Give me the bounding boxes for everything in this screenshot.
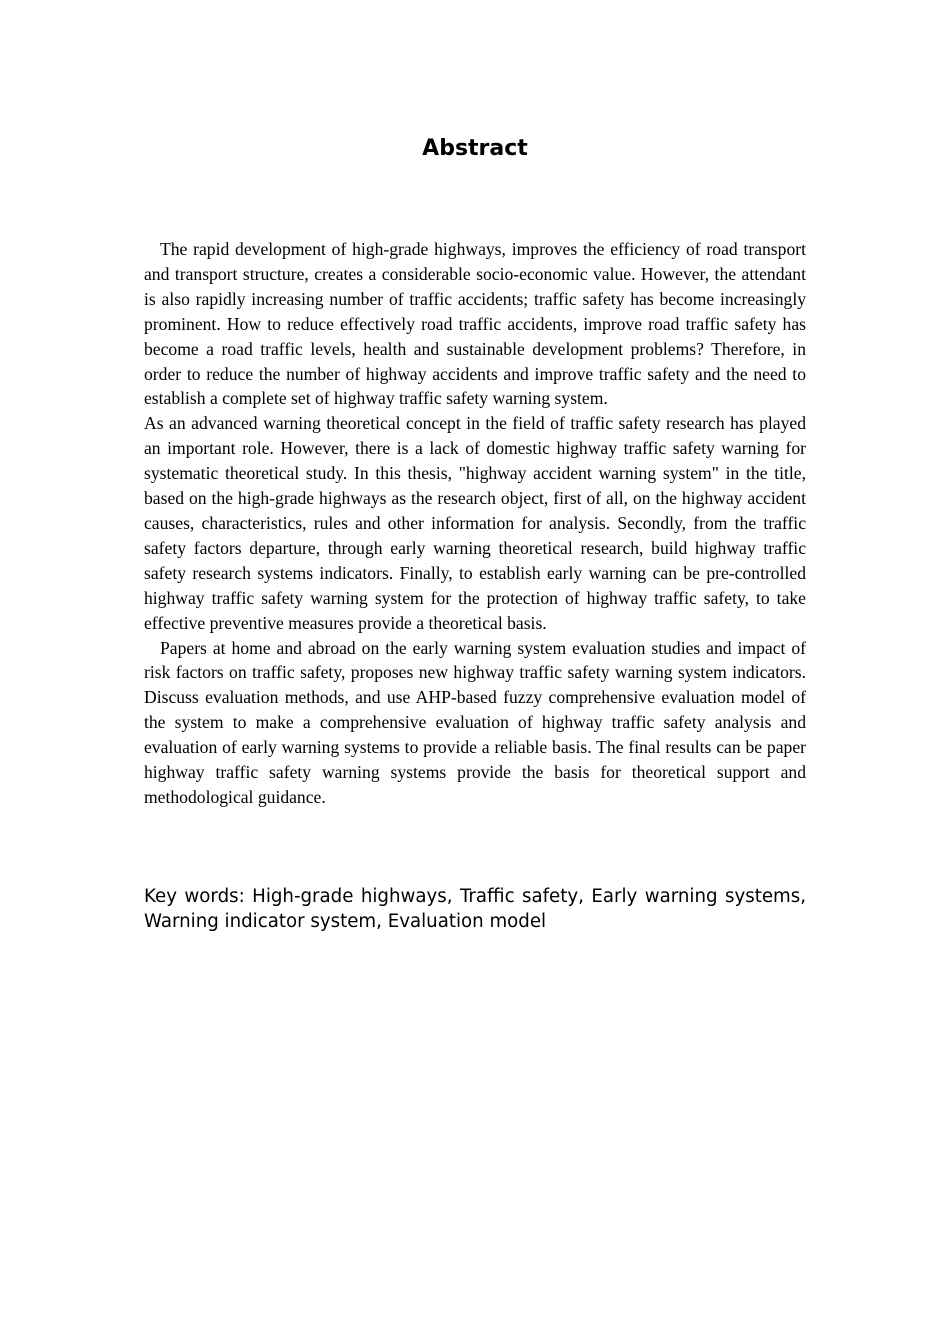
abstract-paragraph-1: The rapid development of high-grade highways, improves the efficiency of road transport and transport structure, creates a considerable socio-economic value. However, the attendant is also rapidly increasing number of traffic accidents; traffic safety has become increasingly prominent. How to reduce effectively road traffic accidents, improve road traffic safety has become a road traffic levels, health and sustainable development problems? Therefore, in order to reduce the number of highway accidents and improve traffic safety and the need to establish a complete set of highway traffic safety warning system. — [144, 239, 806, 409]
abstract-paragraph-3: Papers at home and abroad on the early warning system evaluation studies and impact of risk factors on traffic safety, proposes new highway traffic safety warning system indicators. Discuss evaluation methods, and use AHP-based fuzzy comprehensive evaluation model of the system to make a comprehensive evaluation of highway traffic safety analysis and evaluation of early warning systems to provide a reliable basis. The final results can be paper highway traffic safety warning systems provide the basis for theoretical support and methodological guidance. — [144, 637, 806, 807]
keywords: Key words: High-grade highways, Traffic safety, Early warning systems, Warning indicator system, Evaluation model — [144, 886, 806, 932]
page-title: Abstract — [422, 136, 528, 161]
abstract-paragraph-2: As an advanced warning theoretical concept in the field of traffic safety research has played an important role. However, there is a lack of domestic highway traffic safety warning for systematic theoretical study. In this thesis, "highway accident warning system" in the title, based on the high-grade highways as the research object, first of all, on the highway accident causes, characteristics, rules and other information for analysis. Secondly, from the traffic safety factors departure, through early warning theoretical research, build highway traffic safety research systems indicators. Finally, to establish early warning can be pre-controlled highway traffic safety warning system for the protection of highway traffic safety, to take effective preventive measures provide a theoretical basis. — [144, 413, 806, 633]
abstract-body — [144, 237, 806, 810]
